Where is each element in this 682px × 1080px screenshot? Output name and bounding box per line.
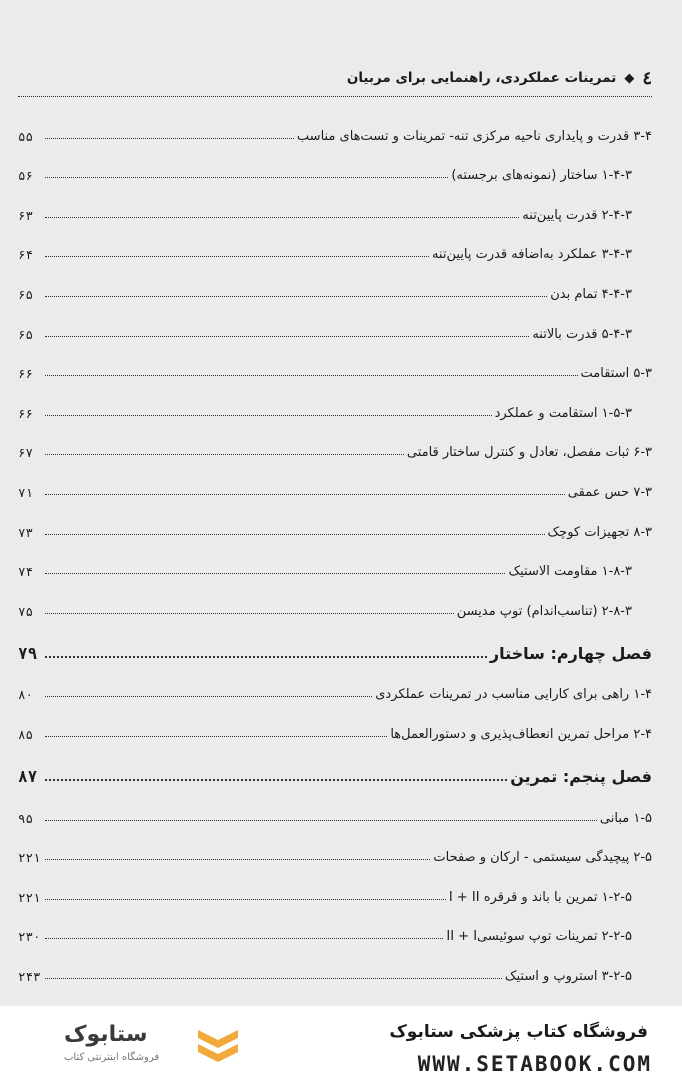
entry-title: فصل چهارم: ساختار	[489, 643, 652, 663]
entry-title: ۲-۵ پیچیدگی سیستمی - ارکان و صفحات	[433, 850, 652, 866]
entry-title: ۲-۴ مراحل تمرین انعطاف‌پذیری و دستورالعمل‌ها	[390, 726, 652, 742]
page-ref: ۷۹	[18, 643, 38, 663]
dot-leader	[45, 899, 446, 900]
page-ref: ۷۴	[18, 564, 34, 580]
entry-title: ۴-۴-۳ تمام بدن	[550, 286, 632, 302]
toc-entry	[18, 946, 652, 986]
entry-title: ۱-۲-۵ تمرین با باند و قرقره I + II	[448, 889, 632, 905]
page-ref: ۷۵	[18, 603, 34, 619]
dot-leader	[45, 779, 507, 781]
chapter-entry	[18, 621, 652, 665]
toc-entry	[18, 462, 652, 502]
dot-leader	[45, 454, 404, 455]
logo-subtitle: فروشگاه اینترنتی کتاب	[64, 1052, 160, 1063]
entry-title: ۵-۴-۳ قدرت بالاتنه	[532, 326, 632, 342]
store-url[interactable]: WWW.SETABOOK.COM	[417, 1052, 652, 1076]
toc-entry	[18, 185, 652, 225]
page-header	[18, 62, 652, 94]
dot-leader	[45, 217, 519, 218]
entry-title: ۳-۲-۵ استروپ و استیک	[504, 968, 632, 984]
toc-entry	[18, 907, 652, 947]
entry-title: ۵-۳ استقامت	[580, 366, 652, 382]
dot-leader	[45, 296, 547, 297]
toc-entry	[18, 146, 652, 186]
toc-entry	[18, 581, 652, 621]
page-ref: ۸۷	[18, 766, 38, 786]
page-ref: ۶۵	[18, 326, 34, 342]
page-ref: ۵۶	[18, 168, 34, 184]
page-ref: ۸۵	[18, 726, 34, 742]
toc-entry	[18, 502, 652, 542]
page-ref: ۶۶	[18, 405, 34, 421]
dot-leader	[45, 336, 529, 337]
dot-leader	[45, 177, 448, 178]
setabook-logo-icon	[194, 1022, 242, 1070]
entry-title: ۱-۸-۳ مقاومت الاستیک	[508, 564, 632, 580]
toc-entry	[18, 225, 652, 265]
store-banner	[0, 1006, 682, 1080]
entry-title: فصل پنجم: تمرین	[510, 766, 652, 786]
toc-entry	[18, 344, 652, 384]
dot-leader	[45, 375, 578, 376]
page-ref: ۲۴۳	[18, 968, 41, 984]
store-logo[interactable]	[26, 1018, 256, 1074]
page-ref: ۷۱	[18, 484, 34, 500]
store-name: فروشگاه کتاب پزشکی ستابوک	[389, 1022, 648, 1042]
page-ref: ۲۳۰	[18, 929, 41, 945]
toc-entry	[18, 304, 652, 344]
dot-leader	[45, 256, 429, 257]
entry-title: ۱-۵-۳ استقامت و عملکرد	[494, 405, 632, 421]
dot-leader	[45, 938, 443, 939]
diamond-icon: ◆	[624, 70, 635, 86]
dot-leader	[45, 859, 430, 860]
entry-title: ۶-۳ ثبات مفصل، تعادل و کنترل ساختار قامتی	[406, 445, 652, 461]
table-of-contents	[18, 106, 652, 1006]
page-ref: ۸۰	[18, 687, 34, 703]
running-title: تمرینات عملکردی، راهنمایی برای مربیان	[346, 70, 617, 86]
toc-entry	[18, 423, 652, 463]
entry-title: ۲-۴-۳ قدرت پایین‌تنه	[522, 207, 632, 223]
logo-text: ستابوک	[64, 1022, 148, 1047]
dot-leader	[45, 656, 487, 658]
entry-title: ۲-۲-۵ تمرینات توپ سوئیسیII + I	[446, 929, 632, 945]
page-ref: ۶۵	[18, 286, 34, 302]
toc-entry	[18, 106, 652, 146]
page-ref: ۲۲۱	[18, 850, 41, 866]
page-ref: ۶۶	[18, 366, 34, 382]
page-ref: ۵۵	[18, 128, 34, 144]
toc-entry	[18, 788, 652, 828]
dot-leader	[45, 978, 502, 979]
dot-leader	[45, 696, 372, 697]
dot-leader	[45, 415, 492, 416]
toc-entry	[18, 986, 652, 1006]
dot-leader	[45, 613, 454, 614]
toc-entry	[18, 665, 652, 705]
page-ref: ۲۲۱	[18, 889, 41, 905]
page-ref: ۷۳	[18, 524, 34, 540]
entry-title: ۱-۴-۳ ساختار (نمونه‌های برجسته)	[451, 168, 632, 184]
toc-entry	[18, 867, 652, 907]
dot-leader	[45, 736, 387, 737]
page-ref: ۶۳	[18, 207, 34, 223]
toc-entry	[18, 264, 652, 304]
page-ref: ۹۵	[18, 810, 34, 826]
dot-leader	[45, 138, 294, 139]
dot-leader	[45, 534, 545, 535]
page-ref: ۶۴	[18, 247, 34, 263]
toc-entry	[18, 828, 652, 868]
toc-entry	[18, 542, 652, 582]
page-ref: ۶۷	[18, 445, 34, 461]
header-divider	[18, 96, 652, 97]
entry-title: ۱-۵ مبانی	[599, 810, 652, 826]
dot-leader	[45, 820, 597, 821]
toc-entry	[18, 383, 652, 423]
entry-title: ۱-۴ راهی برای کارایی مناسب در تمرینات عملکردی	[375, 687, 652, 703]
entry-title: ۳-۴ قدرت و پایداری ناحیه مرکزی تنه- تمرینات و تست‌های مناسب	[296, 128, 652, 144]
entry-title: ۳-۴-۳ عملکرد به‌اضافه قدرت پایین‌تنه	[431, 247, 632, 263]
dot-leader	[45, 573, 505, 574]
entry-title: ۲-۸-۳ (تناسب‌اندام) توپ مدیسن	[456, 603, 632, 619]
entry-title: ۷-۳ حس عمقی	[567, 484, 652, 500]
dot-leader	[45, 494, 565, 495]
chapter-entry	[18, 744, 652, 788]
page-number: ٤	[642, 67, 652, 89]
entry-title: ۸-۳ تجهیزات کوچک	[547, 524, 652, 540]
toc-entry	[18, 704, 652, 744]
